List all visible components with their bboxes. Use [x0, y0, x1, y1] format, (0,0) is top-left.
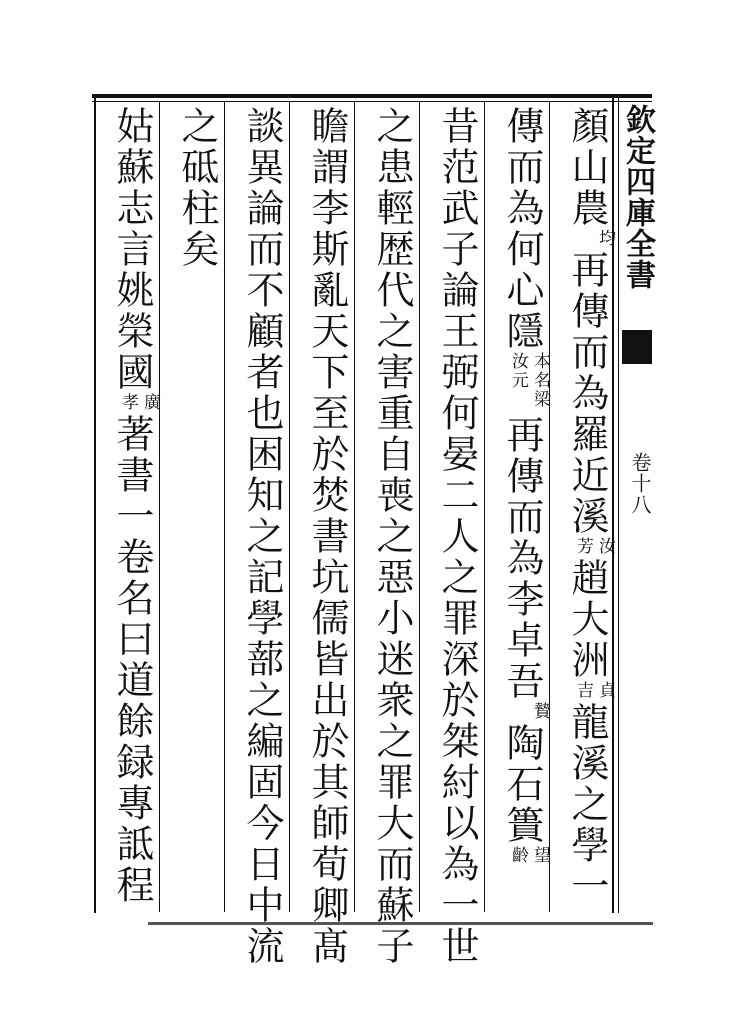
interlinear-note: 廣孝 — [118, 393, 160, 412]
main-text-run: 趙大洲 — [565, 558, 609, 681]
text-column-4 — [363, 106, 421, 967]
column-text — [298, 106, 356, 967]
column-text — [168, 106, 226, 270]
interlinear-note: 均 — [595, 229, 615, 248]
column-text — [558, 106, 616, 907]
main-text-run: 瞻謂李斯亂天下至於焚書坑儒皆出於其師荀卿髙 — [305, 106, 349, 967]
interlinear-note: 汝芳 — [573, 537, 615, 556]
column-text — [103, 106, 161, 906]
top-border-inner — [92, 101, 652, 102]
text-column-1 — [558, 106, 616, 912]
main-text-run: 傳而為何心隱 — [500, 106, 544, 352]
main-text-run: 之砥柱矣 — [175, 106, 219, 270]
main-text-run: 昔范武子論王弼何晏二人之罪深於桀紂以為一世 — [435, 106, 479, 967]
text-column-5 — [298, 106, 356, 967]
margin-strip-line — [618, 98, 619, 913]
interlinear-note: 望齡 — [508, 846, 550, 865]
main-text-run: 談異論而不顧者也困知之記學蔀之編固今日中流 — [240, 106, 284, 967]
text-column-8 — [103, 106, 161, 912]
main-text-run: 顏山農 — [565, 106, 609, 229]
frame-left — [94, 98, 96, 913]
main-text-run: 再傳而為羅近溪 — [565, 250, 609, 537]
text-column-7 — [168, 106, 226, 912]
margin-title: 欽定四庫全書 — [620, 104, 655, 290]
top-border — [92, 94, 652, 98]
text-column-6 — [233, 106, 291, 967]
text-column-3 — [428, 106, 486, 967]
interlinear-note: 貞吉 — [573, 681, 615, 700]
column-text — [233, 106, 291, 967]
main-text-run: 再傳而為李卓吾 — [500, 415, 544, 702]
main-text-run: 姑蘇志言姚榮國 — [110, 106, 154, 393]
interlinear-note: 本名梁汝元 — [508, 352, 550, 409]
text-column-2 — [493, 106, 551, 912]
column-text — [428, 106, 486, 967]
main-text-run: 陶石簣 — [500, 723, 544, 846]
main-text-run: 著書一卷名曰道餘録專詆程 — [110, 414, 154, 906]
fishtail-mark — [622, 330, 652, 364]
interlinear-note: 贄 — [530, 702, 550, 721]
column-text — [363, 106, 421, 967]
main-text-run: 之患輕歴代之害重自喪之惡小迷衆之罪大而蘇子 — [370, 106, 414, 967]
column-text — [493, 106, 551, 867]
main-text-run: 龍溪之學一 — [565, 702, 609, 907]
margin-juan: 卷十八 — [628, 452, 652, 515]
